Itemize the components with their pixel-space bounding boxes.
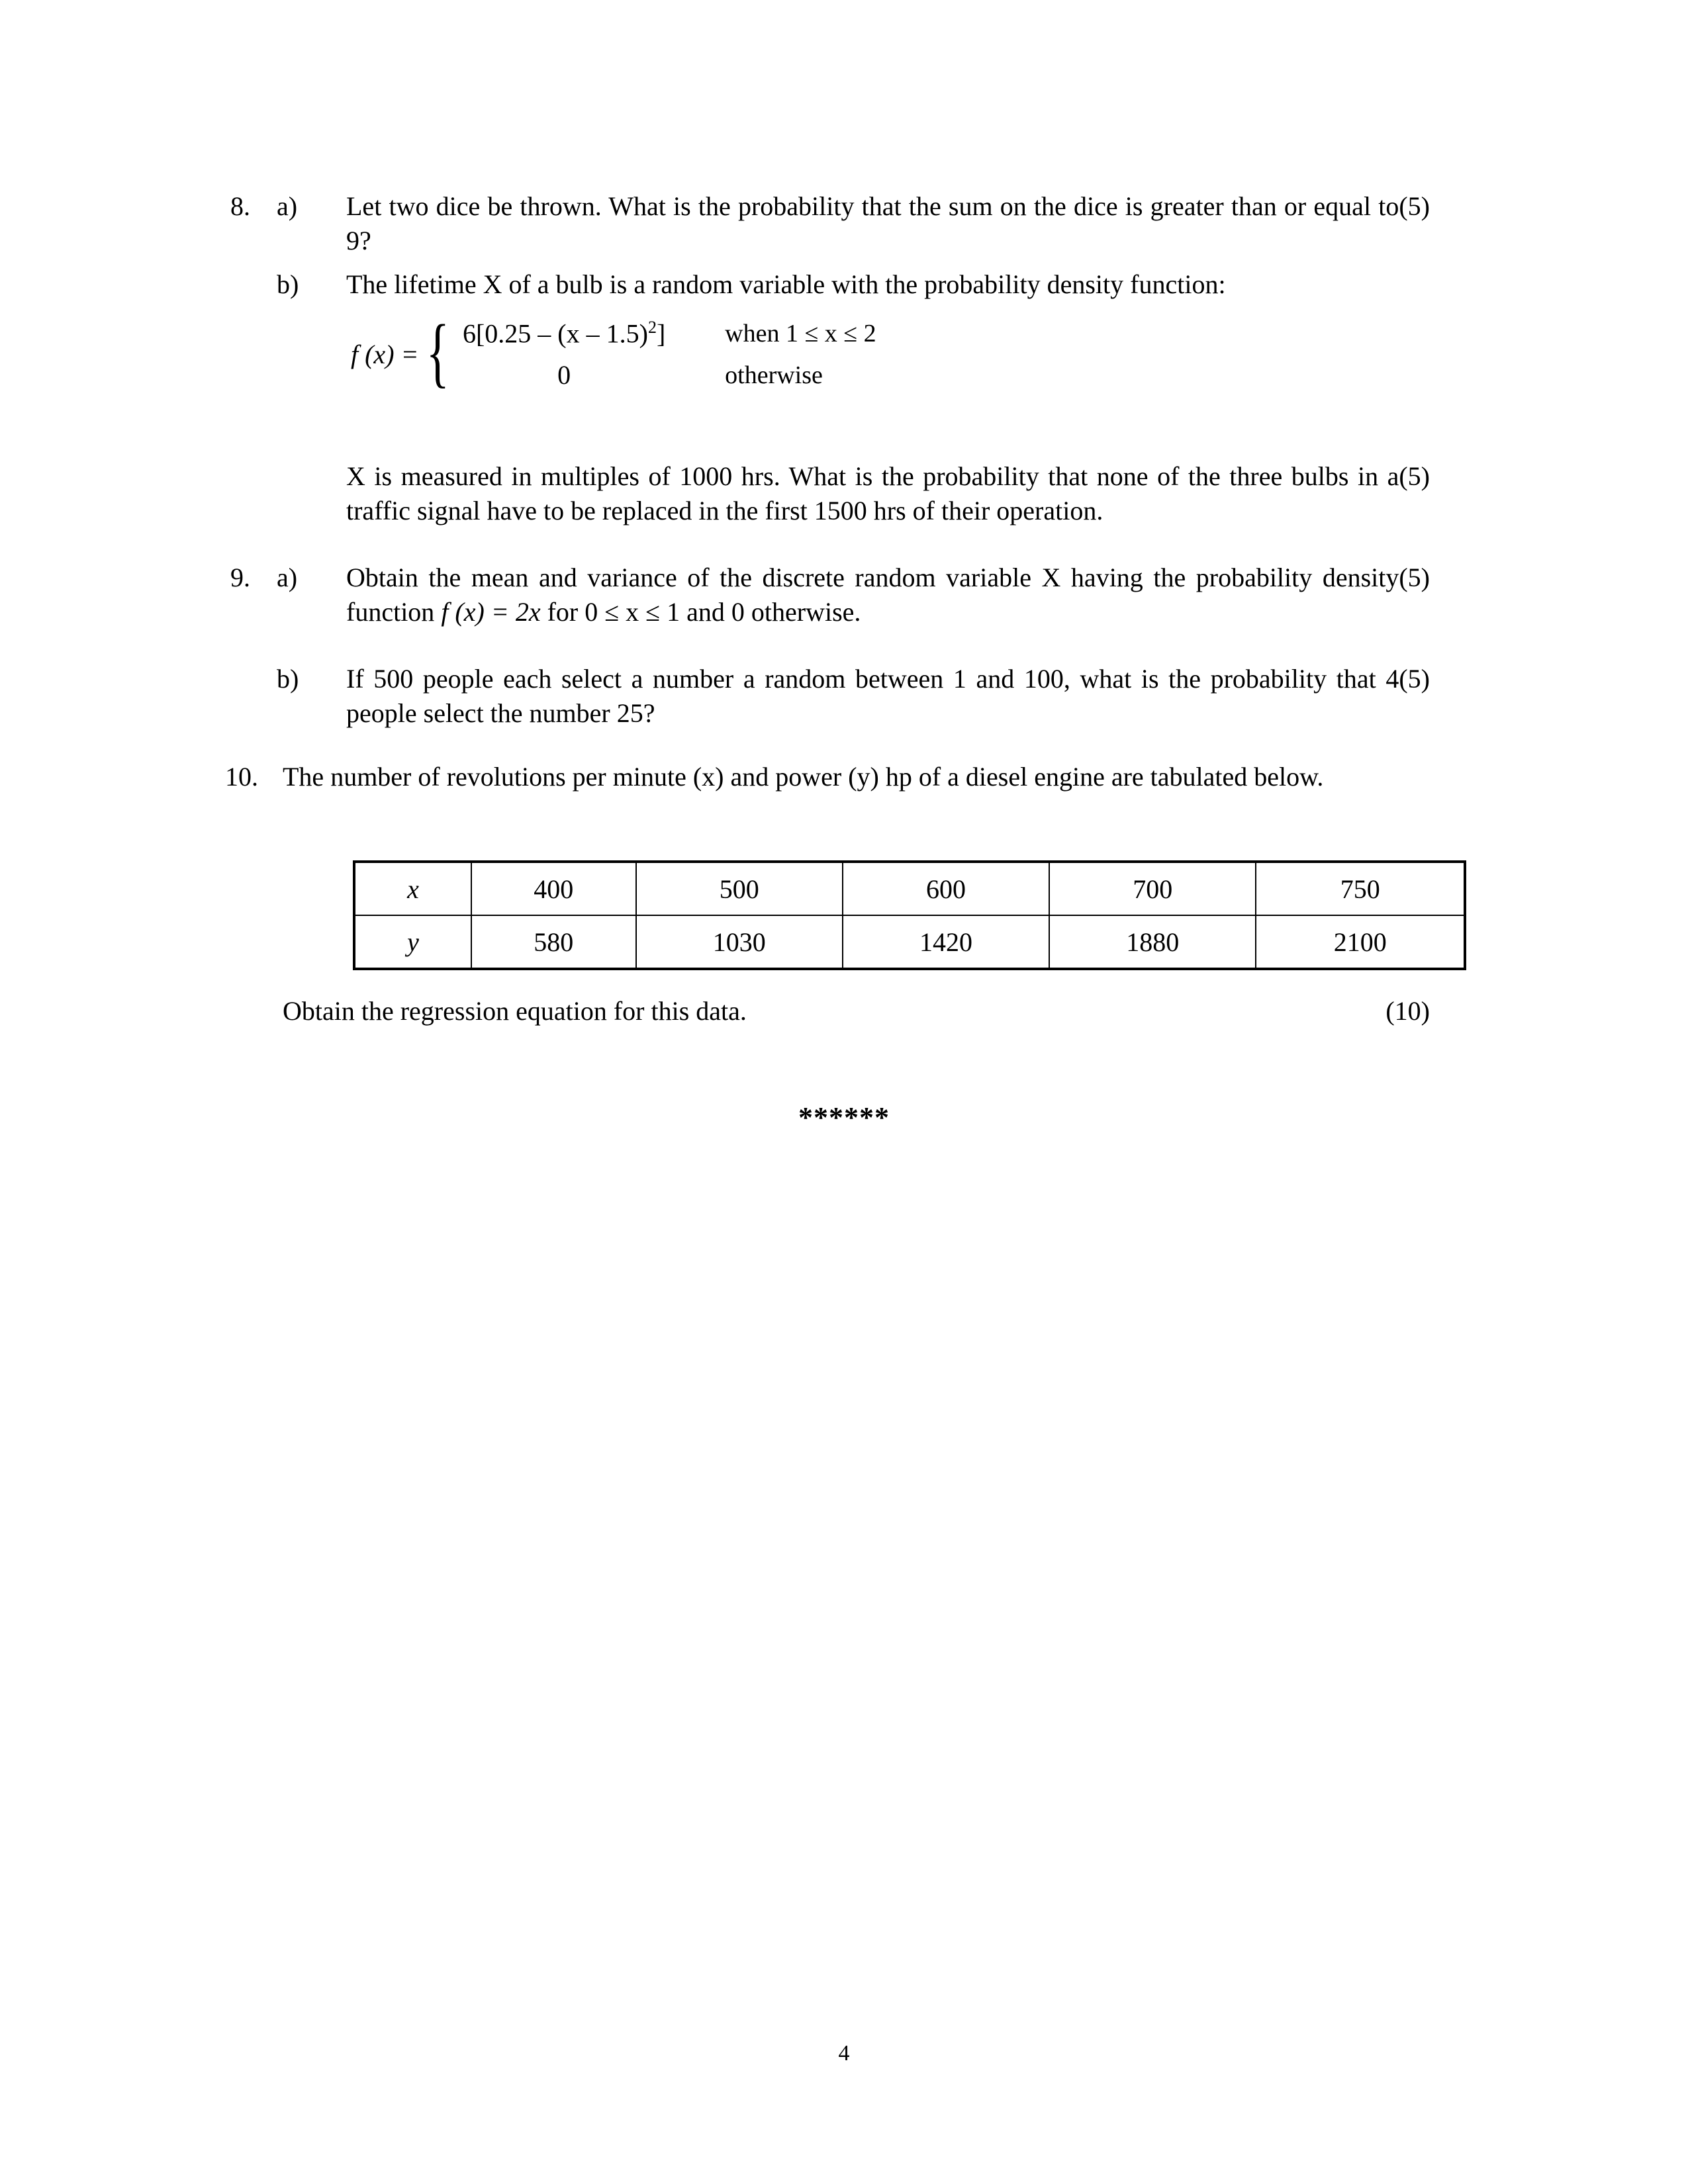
engine-data-table — [353, 860, 1466, 970]
question-9a-text — [346, 561, 1430, 629]
question-8b-text — [346, 459, 1430, 528]
table-cell-y-5: 2100 — [1256, 915, 1465, 969]
question-10-closing-text: Obtain the regression equation for this data. — [283, 996, 747, 1026]
question-number-10: 10. — [225, 762, 258, 792]
left-brace-icon: { — [426, 308, 449, 395]
question-9-part-a-label: a) — [277, 563, 298, 592]
formula-case1-condition: when 1 ≤ x ≤ 2 — [725, 319, 876, 347]
question-9b-text — [346, 662, 1430, 731]
formula-case2-expression: 0 — [557, 360, 571, 390]
question-8b-intro: The lifetime X of a bulb is a random variable with the probability density function: — [346, 269, 1226, 299]
table-cell-y-2: 1030 — [636, 915, 843, 969]
table-cell-x-4: 700 — [1049, 862, 1256, 915]
question-10-text: The number of revolutions per minute (x) and power (y) hp of a diesel engine are tabulated below. — [283, 762, 1324, 792]
question-9-part-b-label: b) — [277, 664, 299, 694]
table-cell-x-5: 750 — [1256, 862, 1465, 915]
question-9b — [230, 662, 1430, 731]
question-8-part-a-label: a) — [277, 191, 298, 221]
formula-cases — [455, 318, 876, 390]
question-10-closing-line — [283, 994, 1430, 1028]
end-of-paper-marker: ****** — [798, 1101, 890, 1134]
formula-lhs: f (x) = — [351, 339, 419, 369]
question-9a — [230, 561, 1430, 629]
question-8b-marks: (5) — [1399, 461, 1430, 491]
table-cell-y-3: 1420 — [843, 915, 1049, 969]
question-10 — [225, 760, 1430, 794]
question-8b-number-spacer — [230, 267, 277, 302]
question-8b — [230, 267, 1430, 302]
table-row-y — [354, 915, 1465, 969]
question-9a-marks: (5) — [1399, 563, 1430, 592]
question-9a-body-mid: for 0 ≤ x ≤ 1 — [540, 597, 680, 627]
formula-case1-expression — [455, 318, 673, 349]
question-8a — [230, 189, 1430, 258]
table-row-x — [354, 862, 1465, 915]
piecewise-density-function — [351, 308, 876, 395]
formula-case1-exponent: 2 — [647, 318, 657, 337]
question-8b-body: X is measured in multiples of 1000 hrs. What is the probability that none of the three bulbs in a traffic signal have to be replaced in the first 1500 hrs of their operation. — [346, 461, 1399, 525]
question-9b-marks: (5) — [1399, 664, 1430, 694]
question-8b-continued — [230, 459, 1430, 528]
question-8a-body: Let two dice be thrown. What is the probability that the sum on the dice is greater than or equal to 9? — [346, 191, 1399, 255]
question-8-part-b-label: b) — [277, 269, 299, 299]
question-number-8: 8. — [230, 191, 250, 221]
formula-case2-condition: otherwise — [725, 361, 823, 389]
rpm-power-table — [353, 860, 1466, 970]
question-number-9: 9. — [230, 563, 250, 592]
table-cell-x-1: 400 — [471, 862, 636, 915]
question-10-marks: (10) — [1385, 996, 1430, 1026]
question-8a-marks: (5) — [1399, 191, 1430, 221]
formula-case1-expression-head: 6[0.25 – (x – 1.5) — [462, 318, 648, 349]
question-8b-cont-number-spacer — [230, 459, 277, 528]
table-cell-y-1: 580 — [471, 915, 636, 969]
question-9b-number-spacer — [230, 662, 277, 731]
question-8a-text — [346, 189, 1430, 258]
table-row-label-x: x — [354, 862, 471, 915]
table-cell-x-2: 500 — [636, 862, 843, 915]
question-9a-body-after: and 0 otherwise. — [680, 597, 861, 627]
page-number: 4 — [838, 2041, 850, 2066]
question-8b-cont-letter-spacer — [277, 459, 346, 528]
table-row-label-y: y — [354, 915, 471, 969]
table-cell-y-4: 1880 — [1049, 915, 1256, 969]
question-9b-body: If 500 people each select a number a random between 1 and 100, what is the probability that 4 people select the number 25? — [346, 664, 1399, 728]
question-9a-inline-formula: f (x) = 2x — [441, 597, 541, 627]
formula-case1-expression-tail: ] — [656, 318, 666, 349]
table-cell-x-3: 600 — [843, 862, 1049, 915]
question-9a-body-before: Obtain the mean and variance of the discrete random variable X having the probability density function — [346, 563, 1399, 627]
